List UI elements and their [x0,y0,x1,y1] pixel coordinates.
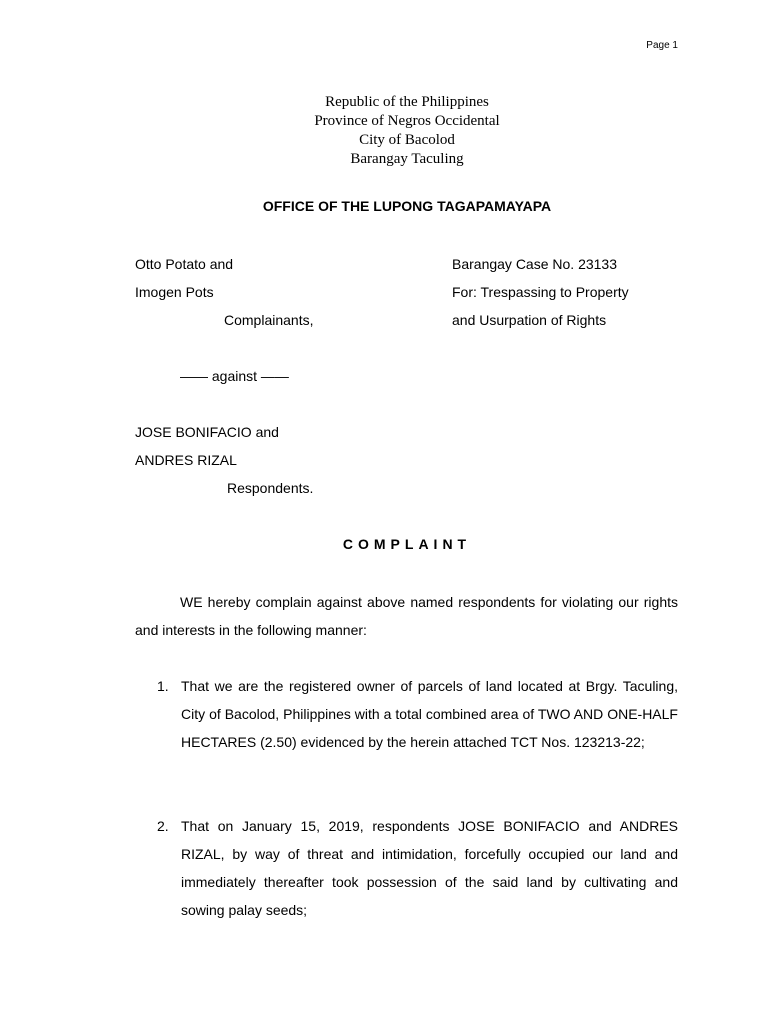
header-republic: Republic of the Philippines [325,94,489,110]
list-item-number: 1. [157,678,169,694]
list-item-text: That we are the registered owner of parcels of land located at Brgy. Taculing, City of Bacolod, Philippines with a total combined area of TWO AND ONE-HALF HECTARES (2.50) evidenced by the herein attached TCT Nos. 123213-22; [181,678,678,750]
list-item-text: That on January 15, 2019, respondents JOSE BONIFACIO and ANDRES RIZAL, by way of threat and intimidation, forcefully occupied our land and immediately thereafter took possession of the said land by cultivating and sowing palay seeds; [181,818,678,918]
intro-paragraph: WE hereby complain against above named respondents for violating our rights and interests in the following manner: [135,594,678,638]
page-number: Page 1 [646,40,678,51]
respondent-name-2: ANDRES RIZAL [135,452,237,468]
case-for-line-2: and Usurpation of Rights [452,312,607,328]
list-item [135,672,678,756]
list-item [135,812,678,924]
case-number: Barangay Case No. 23133 [452,256,617,272]
header-block [0,93,768,169]
respondents-label: Respondents. [227,480,314,496]
header-barangay: Barangay Taculing [350,151,464,167]
header-city: City of Bacolod [359,132,455,148]
respondent-name-1: JOSE BONIFACIO and [135,424,279,440]
header-province: Province of Negros Occidental [314,113,500,129]
complainant-name-1: Otto Potato and [135,256,234,272]
complainants-label: Complainants, [224,312,314,328]
case-for-line-1: For: Trespassing to Property [452,284,629,300]
list-item-number: 2. [157,818,169,834]
document-title: COMPLAINT [342,536,472,552]
complainant-name-2: Imogen Pots [135,284,214,300]
office-title: OFFICE OF THE LUPONG TAGAPAMAYAPA [262,198,552,214]
against-separator: —— against —— [180,368,289,384]
